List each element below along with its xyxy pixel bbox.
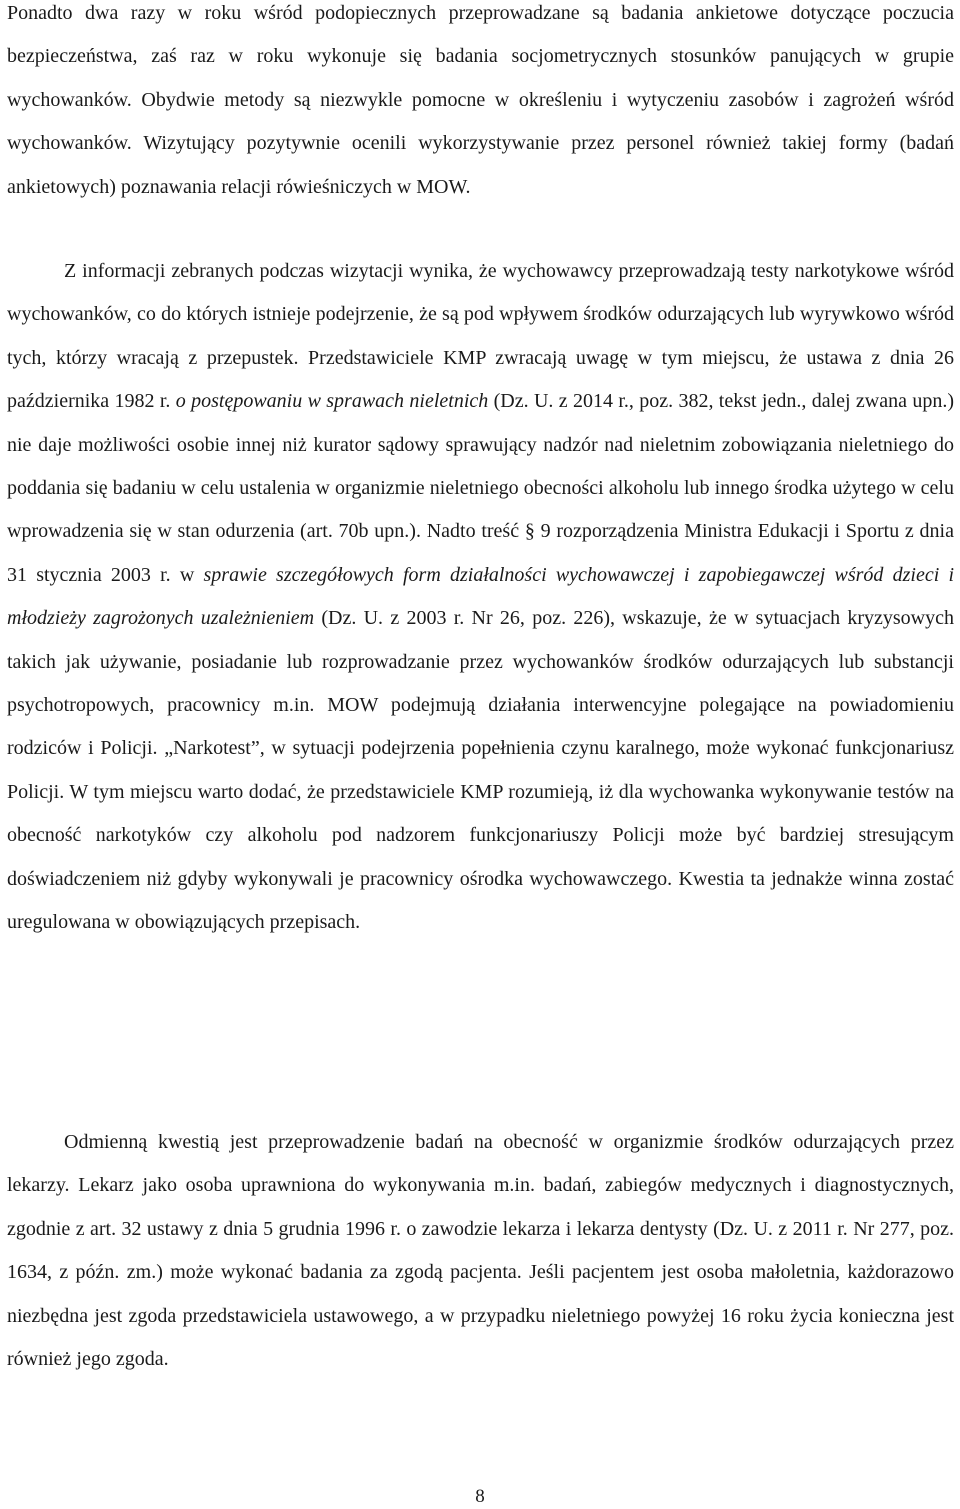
text-segment: Z informacji zebranych podczas wizytacji wynika, że wychowawcy przeprowadzają testy narkotykowe wśród wychowanków, co do których istnieje podejrzenie, że są pod wpływem środków odurzających lub wyrywkowo wśród tych, którzy wracają z przepustek. Przedstawiciele KMP zwracają uwagę w tym miejscu, że ustawa z dnia 26 października 1982 r. xyxy=(7,260,954,413)
paragraph-surveys: Ponadto dwa razy w roku wśród podopiecznych przeprowadzane są badania ankietowe dotyczące poczucia bezpieczeństwa, zaś raz w roku wykonuje się badania socjometrycznych stosunków panujących w grupie wychowanków. Obydwie metody są niezwykle pomocne w określeniu i wytyczeniu zasobów i zagrożeń wśród wychowanków. Wizytujący pozytywnie ocenili wykorzystywanie przez personel również takiej formy (badań ankietowych) poznawania relacji rówieśniczych w MOW. xyxy=(7,2,954,198)
paragraph-drug-tests xyxy=(7,250,954,945)
act-title-italic: o postępowaniu w sprawach nieletnich xyxy=(175,390,489,413)
page-number: 8 xyxy=(475,1486,485,1507)
paragraph-doctors: Odmienną kwestią jest przeprowadzenie badań na obecność w organizmie środków odurzających przez lekarzy. Lekarz jako osoba uprawniona do wykonywania m.in. badań, zabiegów medycznych i diagnostycznych, zgodnie z art. 32 ustawy z dnia 5 grudnia 1996 r. o zawodzie lekarza i lekarza dentysty (Dz. U. z 2011 r. Nr 277, poz. 1634, z późn. zm.) może wykonać badania za zgodą pacjenta. Jeśli pacjentem jest osoba małoletnia, każdorazowo niezbędna jest zgoda przedstawiciela ustawowego, a w przypadku nieletniego powyżej 16 roku życia konieczna jest również jego zgoda. xyxy=(7,1131,954,1371)
text-segment: (Dz. U. z 2003 r. Nr 26, poz. 226), wskazuje, że w sytuacjach kryzysowych takich jak używanie, posiadanie lub rozprowadzanie przez wychowanków środków odurzających lub substancji psychotropowych, pracownicy m.in. MOW podejmują działania interwencyjne polegające na powiadomieniu rodziców i Policji. „Narkotest”, w sytuacji podejrzenia popełnienia czynu karalnego, może wykonać funkcjonariusz Policji. W tym miejscu warto dodać, że przedstawiciele KMP rozumieją, iż dla wychowanka wykonywanie testów na obecność narkotyków czy alkoholu pod nadzorem funkcjonariuszy Policji może być bardziej stresującym doświadczeniem niż gdyby wykonywali je pracownicy ośrodka wychowawczego. Kwestia ta jednakże winna zostać uregulowana w obowiązujących przepisach. xyxy=(7,607,954,934)
regulation-title-italic: sprawie szczegółowych form działalności wychowawczej i zapobiegawczej wśród dzieci i młodzieży zagrożonych uzależnieniem xyxy=(7,563,955,630)
text-segment: (Dz. U. z 2014 r., poz. 382, tekst jedn., dalej zwana upn.) nie daje możliwości osobie innej niż kurator sądowy sprawujący nadzór nad nieletnim zobowiązania nieletniego do poddania się badaniu w celu ustalenia w organizmie nieletniego obecności alkoholu lub innego środka użytego w celu wprowadzenia się w stan odurzenia (art. 70b upn.). Nadto treść § 9 rozporządzenia Ministra Edukacji i Sportu z dnia 31 stycznia 2003 r. w xyxy=(7,390,955,586)
